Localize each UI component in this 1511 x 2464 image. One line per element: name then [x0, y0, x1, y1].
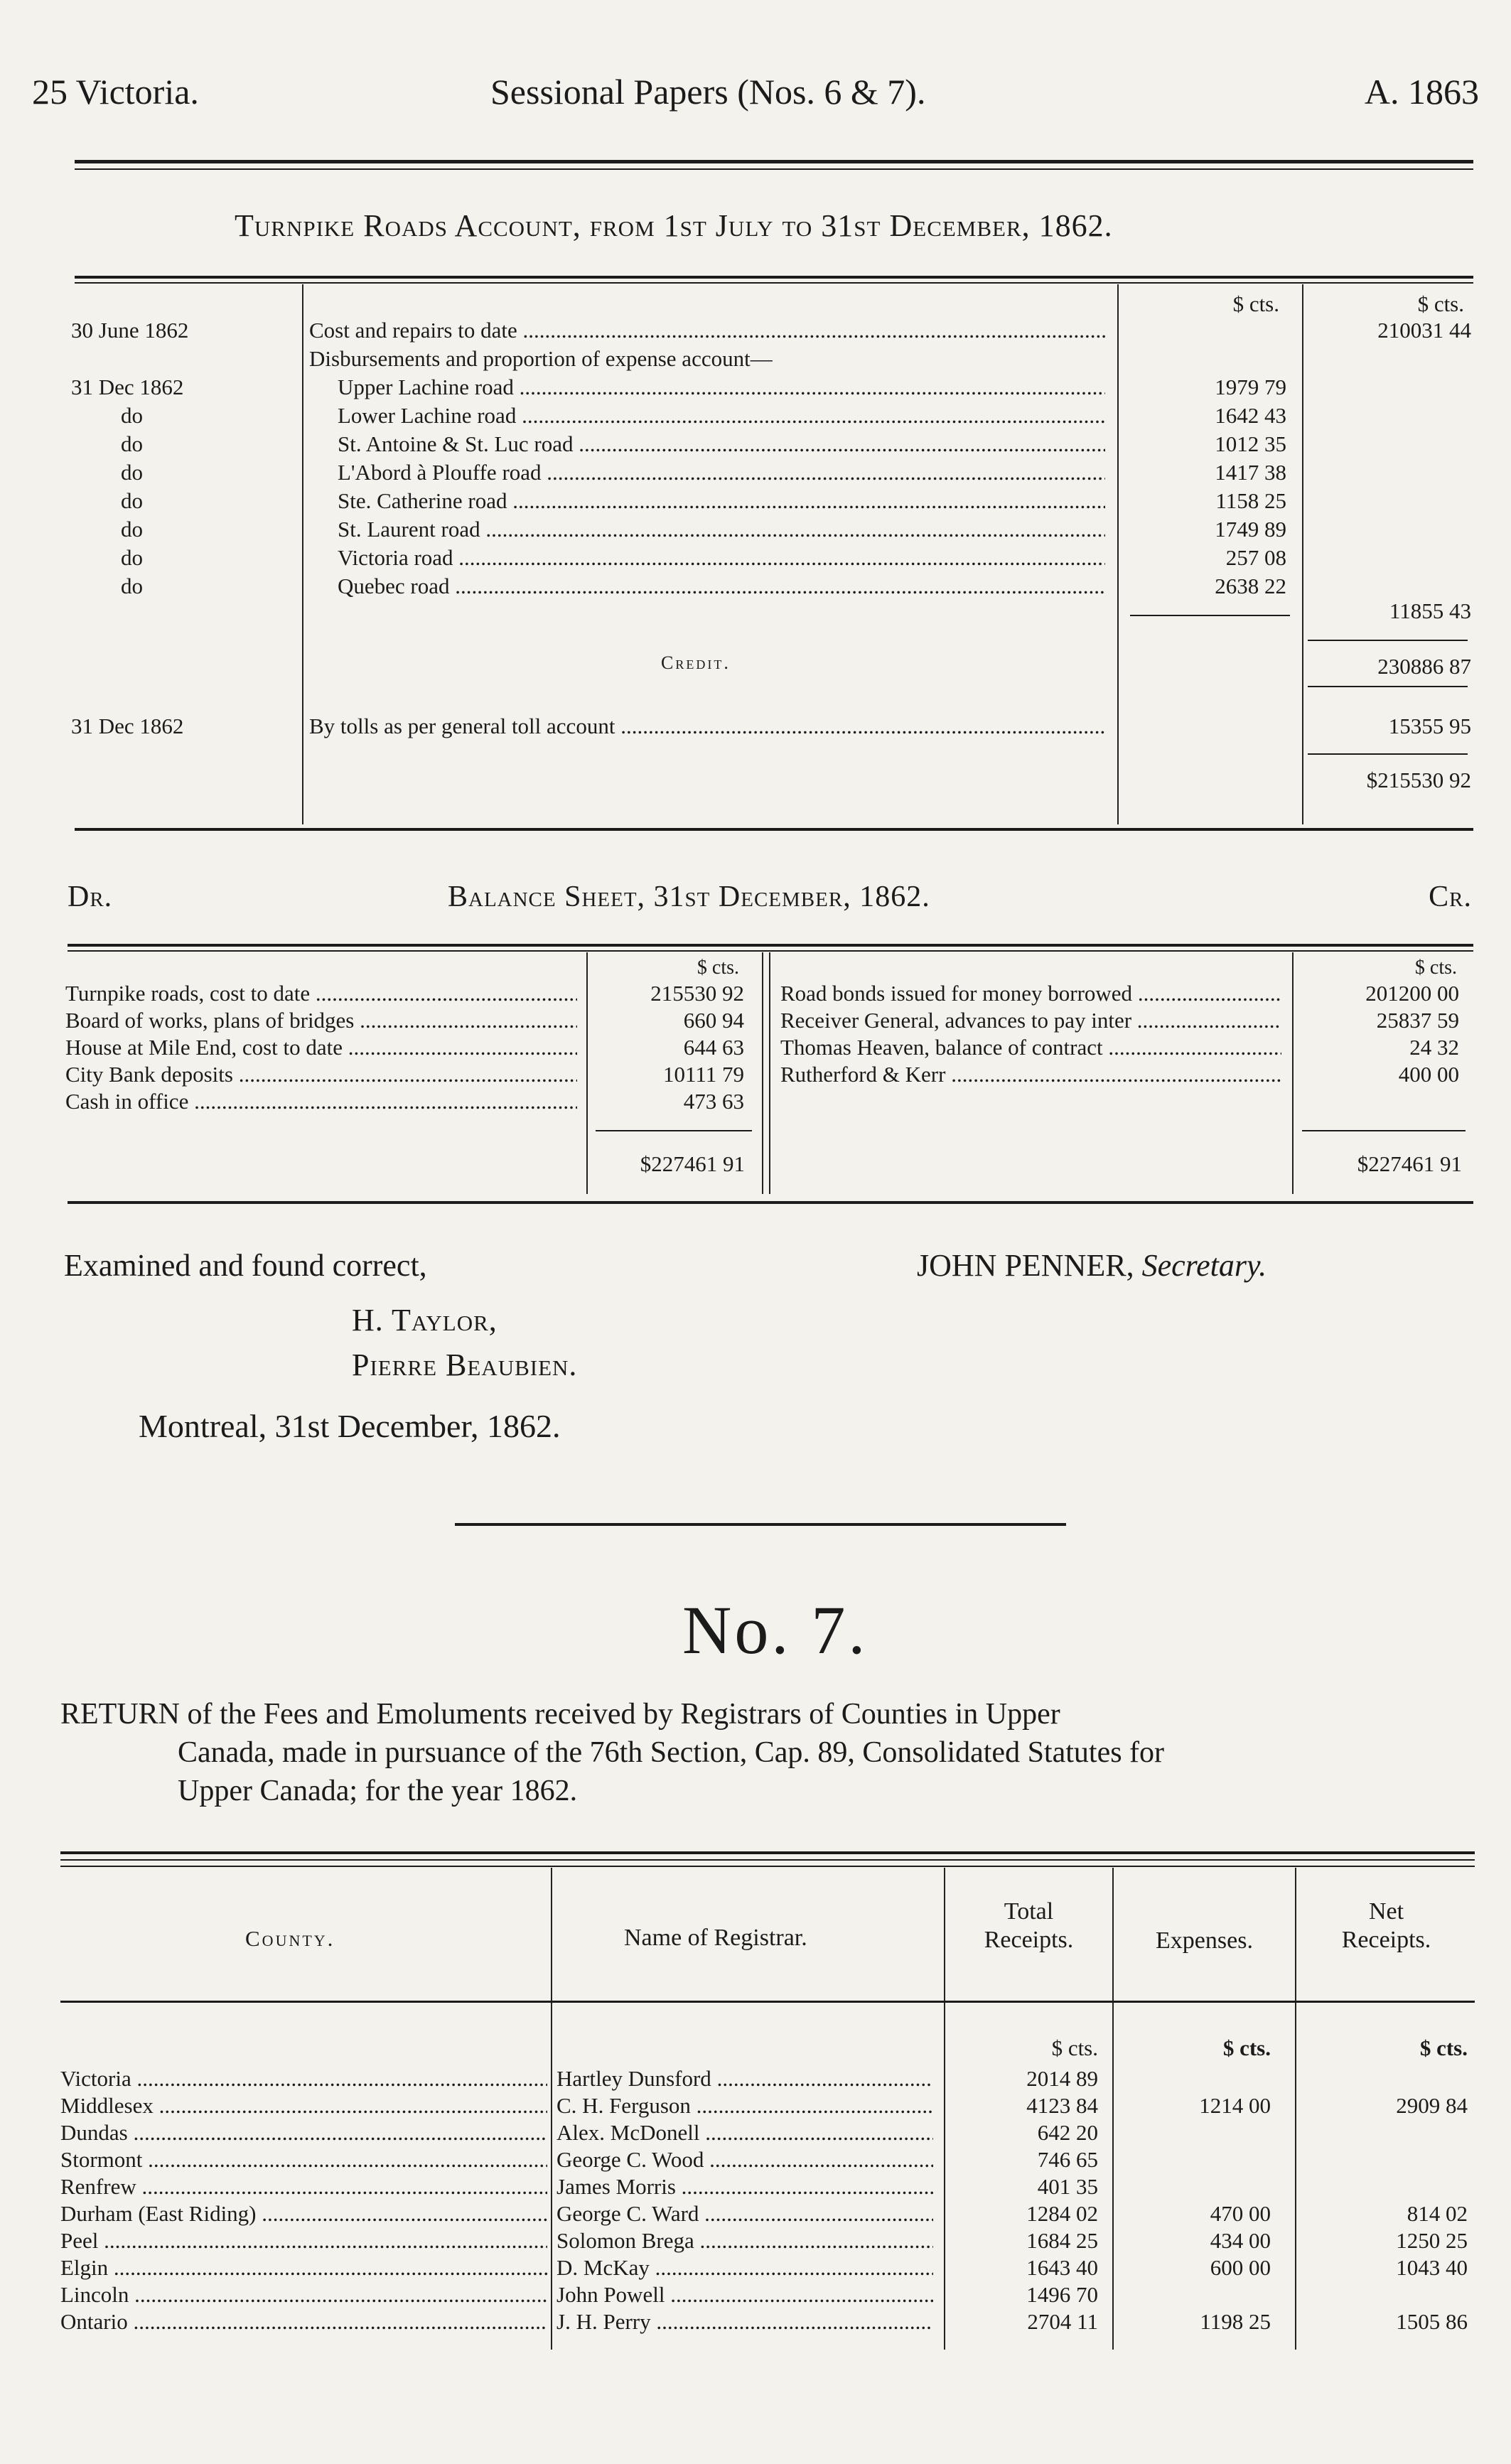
signer-taylor: H. Taylor,	[352, 1303, 498, 1338]
credit-line	[780, 1060, 1473, 1087]
unit-expenses: $ cts.	[1222, 2035, 1271, 2060]
col-receipts	[949, 1898, 1109, 1954]
expenses: 470 00	[1210, 2201, 1271, 2226]
return-row	[60, 2146, 1475, 2173]
county: Ontario .....	[60, 2308, 547, 2336]
turnpike-sub: 1749 89	[1215, 517, 1286, 542]
turnpike-subtotal-head: $ cts.	[1232, 291, 1279, 316]
turnpike-row	[71, 316, 1478, 345]
debit-item: Turnpike roads, cost to date .....	[65, 979, 577, 1008]
balance-top-rule	[68, 944, 1473, 947]
col-receipts-line-2: Receipts.	[984, 1927, 1074, 1953]
turnpike-sub: 2638 22	[1215, 574, 1286, 598]
col-county: County.	[245, 1926, 335, 1951]
turnpike-date: do	[121, 488, 143, 513]
turnpike-desc: Cost and repairs to date .....	[309, 316, 1105, 345]
return-top-rule3	[60, 1866, 1475, 1867]
net: 1250 25	[1396, 2228, 1468, 2253]
turnpike-top-rule	[75, 276, 1473, 279]
registrar: Hartley Dunsford .....	[556, 2065, 933, 2093]
debit-row	[65, 1087, 769, 1114]
county: Lincoln .....	[60, 2281, 547, 2309]
debit-amount: 473 63	[683, 1089, 744, 1114]
turnpike-row	[71, 345, 1478, 373]
return-desc-line-1: RETURN of the Fees and Emoluments received by Registrars of Counties in Upper	[60, 1698, 1060, 1731]
return-row	[60, 2254, 1475, 2281]
debit-amount: 10111 79	[663, 1062, 744, 1087]
county: Stormont .....	[60, 2146, 547, 2174]
turnpike-date: do	[121, 545, 143, 570]
return-rows	[60, 2065, 1475, 2335]
turnpike-date: do	[121, 403, 143, 428]
balance-left-label: Dr.	[68, 881, 113, 913]
credit-line-item: Receiver General, advances to pay inter .....	[780, 1006, 1281, 1035]
receipts: 1284 02	[1026, 2201, 1098, 2226]
turnpike-total: 210031 44	[1377, 318, 1471, 343]
turnpike-row	[71, 458, 1478, 487]
turnpike-sub: 1979 79	[1215, 375, 1286, 399]
turnpike-row	[71, 544, 1478, 572]
registrar: J. H. Perry .....	[556, 2308, 933, 2336]
receipts: 2704 11	[1027, 2309, 1098, 2334]
turnpike-desc: Quebec road .....	[338, 572, 1105, 601]
turnpike-desc: L'Abord à Plouffe road .....	[338, 458, 1105, 487]
secretary-title: Secretary.	[1141, 1248, 1267, 1283]
county: Durham (East Riding) .....	[60, 2200, 547, 2228]
credit-label: Credit.	[661, 652, 731, 673]
receipts: 4123 84	[1026, 2093, 1098, 2118]
turnpike-bottom-rule	[75, 828, 1473, 831]
net: 2909 84	[1396, 2093, 1468, 2118]
turnpike-row	[71, 487, 1478, 515]
receipts: 1643 40	[1026, 2255, 1098, 2280]
registrar: John Powell .....	[556, 2281, 933, 2309]
credit-date: 31 Dec 1862	[71, 714, 184, 738]
return-row	[60, 2281, 1475, 2308]
unit-receipts: $ cts.	[1051, 2035, 1098, 2060]
credit-rule	[1308, 686, 1468, 687]
return-description	[60, 1695, 1475, 1810]
registrar: C. H. Ferguson .....	[556, 2092, 933, 2120]
return-top-rule	[60, 1851, 1475, 1854]
turnpike-sub: 1012 35	[1215, 431, 1286, 456]
receipts: 1496 70	[1026, 2282, 1098, 2307]
expenses: 1198 25	[1200, 2309, 1271, 2334]
registrar: James Morris .....	[556, 2173, 933, 2201]
return-desc-line-2: Canada, made in pursuance of the 76th Section, Cap. 89, Consolidated Statutes for	[178, 1736, 1165, 1769]
county: Victoria .....	[60, 2065, 547, 2093]
return-heading: No. 7.	[682, 1592, 869, 1668]
county: Dundas .....	[60, 2119, 547, 2147]
debit-row	[65, 1033, 769, 1060]
page-header-left: 25 Victoria.	[32, 72, 199, 112]
return-row	[60, 2119, 1475, 2146]
county: Peel .....	[60, 2227, 547, 2255]
credit-row	[71, 712, 1478, 741]
place-date: Montreal, 31st December, 1862.	[139, 1408, 561, 1444]
turnpike-row	[71, 430, 1478, 458]
turnpike-date: do	[121, 431, 143, 456]
return-row	[60, 2200, 1475, 2227]
receipts: 401 35	[1037, 2174, 1098, 2199]
balance-credit-sum-rule	[1302, 1130, 1466, 1131]
turnpike-date: do	[121, 460, 143, 485]
turnpike-desc: Lower Lachine road .....	[338, 402, 1105, 430]
balance-title: Balance Sheet, 31st December, 1862.	[448, 881, 930, 913]
balance-debits	[65, 979, 769, 1114]
debit-item: City Bank deposits .....	[65, 1060, 577, 1089]
turnpike-sub: 1642 43	[1215, 403, 1286, 428]
expenses: 600 00	[1210, 2255, 1271, 2280]
unit-net: $ cts.	[1419, 2035, 1468, 2060]
credit-running-total: 230886 87	[1377, 654, 1471, 679]
turnpike-sub: 1417 38	[1215, 460, 1286, 485]
page-header-center: Sessional Papers (Nos. 6 & 7).	[490, 72, 926, 112]
balance-credit-head: $ cts.	[1414, 957, 1457, 979]
receipts: 642 20	[1037, 2120, 1098, 2145]
debit-amount: 660 94	[683, 1008, 744, 1033]
debit-row	[65, 1060, 769, 1087]
col-receipts-line-1: Total	[1004, 1898, 1054, 1925]
registrar: George C. Wood .....	[556, 2146, 933, 2174]
turnpike-row	[71, 572, 1478, 601]
balance-right-label: Cr.	[1429, 881, 1472, 913]
turnpike-desc: Upper Lachine road .....	[338, 373, 1105, 402]
credit-line-item: Road bonds issued for money borrowed .....	[780, 979, 1281, 1008]
county: Renfrew .....	[60, 2173, 547, 2201]
turnpike-rows	[71, 316, 1478, 601]
turnpike-date: do	[121, 517, 143, 542]
registrar: Solomon Brega .....	[556, 2227, 933, 2255]
secretary-name: JOHN PENNER,	[917, 1248, 1134, 1283]
turnpike-desc: St. Antoine & St. Luc road .....	[338, 430, 1105, 458]
header-rule-thick	[75, 160, 1473, 163]
turnpike-desc: St. Laurent road .....	[338, 515, 1105, 544]
receipts: 1684 25	[1026, 2228, 1098, 2253]
disbursement-total: 11855 43	[1389, 598, 1471, 623]
col-net-line-2: Receipts.	[1341, 1927, 1431, 1953]
turnpike-date: 30 June 1862	[71, 318, 189, 343]
credit-line-item: Rutherford & Kerr .....	[780, 1060, 1281, 1089]
turnpike-desc: Victoria road .....	[338, 544, 1105, 572]
running-total-rule	[1308, 640, 1468, 641]
registrar: George C. Ward .....	[556, 2200, 933, 2228]
return-row	[60, 2065, 1475, 2092]
balance-credits	[780, 979, 1473, 1087]
turnpike-title: Turnpike Roads Account, from 1st July to 31st December, 1862.	[235, 208, 1113, 243]
return-row	[60, 2308, 1475, 2335]
balance-credit-total: $227461 91	[1357, 1151, 1462, 1176]
turnpike-sub: 257 08	[1225, 545, 1286, 570]
return-top-rule2	[60, 1859, 1475, 1861]
receipts: 2014 89	[1026, 2066, 1098, 2091]
turnpike-row	[71, 373, 1478, 402]
balance-debit-total: $227461 91	[640, 1151, 745, 1176]
turnpike-top-rule2	[75, 282, 1473, 284]
turnpike-desc: Disbursements and proportion of expense account—	[309, 346, 773, 371]
balance-debit-sum-rule	[596, 1130, 752, 1131]
col-net	[1299, 1898, 1473, 1954]
net: 1505 86	[1396, 2309, 1468, 2334]
credit-line	[780, 1033, 1473, 1060]
subtotal-rule	[1130, 615, 1290, 616]
turnpike-date: do	[121, 574, 143, 598]
turnpike-sub: 1158 25	[1215, 488, 1286, 513]
debit-amount: 215530 92	[650, 981, 744, 1006]
balance-debit-head: $ cts.	[697, 957, 739, 979]
return-row	[60, 2092, 1475, 2119]
net: 1043 40	[1396, 2255, 1468, 2280]
turnpike-final-total: $215530 92	[1366, 768, 1471, 792]
credit-desc: By tolls as per general toll account .....	[309, 712, 1105, 741]
balance-bottom-rule	[68, 1201, 1473, 1204]
turnpike-total-head: $ cts.	[1417, 291, 1464, 316]
page-header-right: A. 1863	[1364, 72, 1479, 112]
credit-line-amount: 400 00	[1398, 1062, 1459, 1087]
county: Middlesex .....	[60, 2092, 547, 2120]
credit-line-amount: 24 32	[1409, 1035, 1459, 1060]
expenses: 434 00	[1210, 2228, 1271, 2253]
credit-line	[780, 979, 1473, 1006]
credit-line-amount: 201200 00	[1365, 981, 1459, 1006]
expenses: 1214 00	[1199, 2093, 1271, 2118]
credit-line	[780, 1006, 1473, 1033]
return-desc-line-3: Upper Canada; for the year 1862.	[178, 1775, 578, 1807]
col-net-line-1: Net	[1368, 1898, 1404, 1925]
credit-total: 15355 95	[1388, 714, 1471, 738]
col-expenses: Expenses.	[1156, 1927, 1253, 1954]
return-head-rule	[60, 2001, 1475, 2003]
examined-text: Examined and found correct,	[64, 1248, 427, 1283]
turnpike-row	[71, 515, 1478, 544]
debit-row	[65, 979, 769, 1006]
col-registrar: Name of Registrar.	[624, 1925, 807, 1951]
secretary-signature	[917, 1247, 1267, 1284]
registrar: D. McKay .....	[556, 2254, 933, 2282]
debit-item: Board of works, plans of bridges .....	[65, 1006, 577, 1035]
balance-top-rule2	[68, 950, 1473, 952]
debit-item: Cash in office .....	[65, 1087, 577, 1116]
signer-beaubien: Pierre Beaubien.	[352, 1347, 578, 1382]
debit-row	[65, 1006, 769, 1033]
return-row	[60, 2227, 1475, 2254]
debit-item: House at Mile End, cost to date .....	[65, 1033, 577, 1062]
turnpike-row	[71, 402, 1478, 430]
credit-line-amount: 25837 59	[1376, 1008, 1459, 1033]
turnpike-date: 31 Dec 1862	[71, 375, 184, 399]
debit-amount: 644 63	[683, 1035, 744, 1060]
final-rule	[1308, 753, 1468, 755]
county: Elgin .....	[60, 2254, 547, 2282]
net: 814 02	[1407, 2201, 1468, 2226]
registrar: Alex. McDonell .....	[556, 2119, 933, 2147]
header-rule-thin	[75, 168, 1473, 170]
credit-line-item: Thomas Heaven, balance of contract .....	[780, 1033, 1281, 1062]
return-row	[60, 2173, 1475, 2200]
section-divider	[455, 1523, 1066, 1526]
receipts: 746 65	[1037, 2147, 1098, 2172]
balance-vline-3	[769, 952, 770, 1194]
turnpike-desc: Ste. Catherine road .....	[338, 487, 1105, 515]
